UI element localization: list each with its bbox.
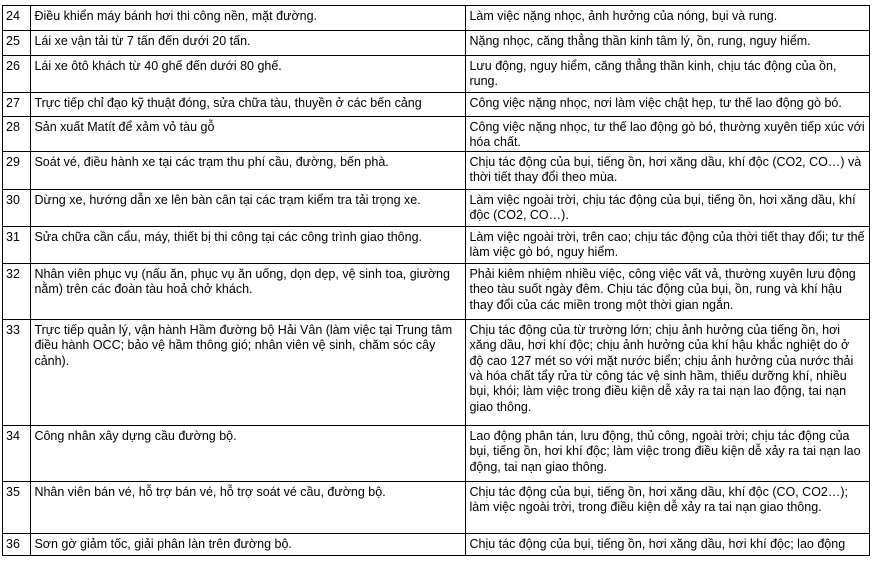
occupation-cell: Lái xe ôtô khách từ 40 ghế đến dưới 80 ghế. bbox=[31, 56, 466, 93]
occupation-cell: Sản xuất Matít để xảm vỏ tàu gỗ bbox=[31, 117, 466, 152]
row-number: 31 bbox=[3, 226, 31, 263]
row-number: 29 bbox=[3, 151, 31, 189]
working-condition-cell: Chịu tác động của từ trường lớn; chịu ảnh hưởng của tiếng ồn, hơi xăng dầu, hơi khí độc; chịu ảnh hưởng của khí hậu khắc nghiệt do ở độ cao 127 mét so với mặt nước biển; chịu ảnh hưởng của nước thải và hóa chất tẩy rửa từ công tác vệ sinh hầm, thiếu dưỡng khí, nhiều bụi, khói; làm việc trong điều kiện dễ xảy ra tai nạn lao động, tai nạn giao thông. bbox=[466, 319, 870, 425]
working-condition-cell: Chịu tác động của bụi, tiếng ồn, hơi xăng dầu, khí độc (CO, CO2…); làm việc ngoài trời, trong điều kiện dễ xảy ra tai nạn giao thông. bbox=[466, 481, 870, 533]
row-number: 33 bbox=[3, 319, 31, 425]
table-row bbox=[3, 6, 870, 31]
row-number: 35 bbox=[3, 481, 31, 533]
table-row bbox=[3, 117, 870, 152]
working-condition-cell: Chịu tác động của bụi, tiếng ồn, hơi xăng dầu, hơi khí độc; lao động bbox=[466, 533, 870, 555]
row-number: 26 bbox=[3, 56, 31, 93]
row-number: 30 bbox=[3, 189, 31, 226]
row-number: 25 bbox=[3, 31, 31, 56]
working-condition-cell: Làm việc nặng nhọc, ảnh hưởng của nóng, bụi và rung. bbox=[466, 6, 870, 31]
occupation-cell: Lái xe vận tải từ 7 tấn đến dưới 20 tấn. bbox=[31, 31, 466, 56]
working-condition-cell: Phải kiêm nhiệm nhiều việc, công việc vất vả, thường xuyên lưu động theo tàu suốt ngày đêm. Chịu tác động của bụi, ồn, rung và khí hậu thay đổi của các miền trong một thời gian ngắn. bbox=[466, 263, 870, 319]
occupation-table bbox=[2, 5, 870, 556]
table-row bbox=[3, 226, 870, 263]
table-row bbox=[3, 319, 870, 425]
working-condition-cell: Công việc nặng nhọc, nơi làm việc chật hẹp, tư thế lao động gò bó. bbox=[466, 93, 870, 117]
working-condition-cell: Chịu tác động của bụi, tiếng ồn, hơi xăng dầu, khí độc (CO2, CO…) và thời tiết thay đổi theo mùa. bbox=[466, 151, 870, 189]
table-row bbox=[3, 481, 870, 533]
row-number: 36 bbox=[3, 533, 31, 555]
working-condition-cell: Làm việc ngoài trời, chịu tác động của bụi, tiếng ồn, hơi xăng dầu, khí độc (CO2, CO…). bbox=[466, 189, 870, 226]
row-number: 34 bbox=[3, 425, 31, 481]
table-body bbox=[3, 6, 870, 556]
table-row bbox=[3, 263, 870, 319]
occupation-cell: Điều khiển máy bánh hơi thi công nền, mặt đường. bbox=[31, 6, 466, 31]
occupation-cell: Sửa chữa cần cẩu, máy, thiết bị thi công tại các công trình giao thông. bbox=[31, 226, 466, 263]
row-number: 24 bbox=[3, 6, 31, 31]
table-row bbox=[3, 56, 870, 93]
occupation-cell: Trực tiếp quản lý, vận hành Hầm đường bộ Hải Vân (làm việc tại Trung tâm điều hành OCC; bảo vệ hầm thông gió; nhân viên vệ sinh, chăm sóc cây cảnh). bbox=[31, 319, 466, 425]
working-condition-cell: Làm việc ngoài trời, trên cao; chịu tác động của thời tiết thay đổi; tư thế làm việc gò bó, nguy hiểm. bbox=[466, 226, 870, 263]
row-number: 28 bbox=[3, 117, 31, 152]
occupation-cell: Soát vé, điều hành xe tại các trạm thu phí cầu, đường, bến phà. bbox=[31, 151, 466, 189]
table-row bbox=[3, 533, 870, 555]
occupation-cell: Nhân viên phục vụ (nấu ăn, phục vụ ăn uống, dọn dẹp, vệ sinh toa, giường nằm) trên các đoàn tàu hoả chở khách. bbox=[31, 263, 466, 319]
working-condition-cell: Lưu động, nguy hiểm, căng thẳng thần kinh, chịu tác động của ồn, rung. bbox=[466, 56, 870, 93]
row-number: 27 bbox=[3, 93, 31, 117]
occupation-cell: Công nhân xây dựng cầu đường bộ. bbox=[31, 425, 466, 481]
occupation-cell: Trực tiếp chỉ đạo kỹ thuật đóng, sửa chữa tàu, thuyền ở các bến cảng bbox=[31, 93, 466, 117]
occupation-cell: Nhân viên bán vé, hỗ trợ bán vé, hỗ trợ soát vé cầu, đường bộ. bbox=[31, 481, 466, 533]
table-row bbox=[3, 31, 870, 56]
working-condition-cell: Lao động phân tán, lưu động, thủ công, ngoài trời; chịu tác động của bụi, tiếng ồn, hơi khí độc; làm việc trong điều kiện dễ xảy ra tai nạn lao động, tai nạn giao thông. bbox=[466, 425, 870, 481]
table-row bbox=[3, 93, 870, 117]
occupation-cell: Dừng xe, hướng dẫn xe lên bàn cân tại các trạm kiểm tra tải trọng xe. bbox=[31, 189, 466, 226]
working-condition-cell: Nặng nhọc, căng thẳng thần kinh tâm lý, ồn, rung, nguy hiểm. bbox=[466, 31, 870, 56]
table-row bbox=[3, 151, 870, 189]
working-condition-cell: Công việc nặng nhọc, tư thế lao động gò bó, thường xuyên tiếp xúc với hóa chất. bbox=[466, 117, 870, 152]
row-number: 32 bbox=[3, 263, 31, 319]
occupation-cell: Sơn gờ giảm tốc, giải phân làn trên đường bộ. bbox=[31, 533, 466, 555]
table-row bbox=[3, 189, 870, 226]
table-row bbox=[3, 425, 870, 481]
